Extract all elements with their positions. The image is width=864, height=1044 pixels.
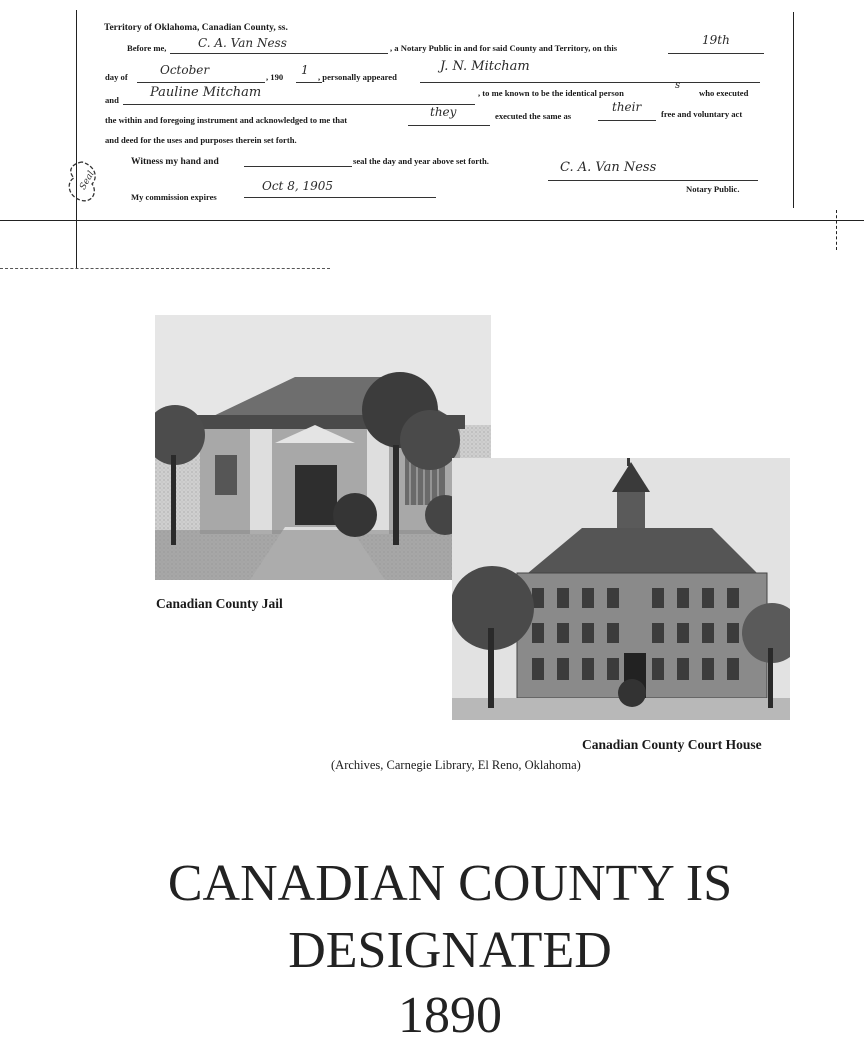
notary-signature: C. A. Van Ness	[560, 160, 657, 175]
before-me-label: Before me,	[127, 43, 167, 53]
seal-word: Seal	[78, 169, 97, 192]
person2-handwritten: Pauline Mitcham	[150, 85, 262, 100]
day-handwritten: 19th	[702, 33, 730, 47]
year-prefix: , 190	[266, 72, 284, 82]
notary-name-rule	[170, 53, 388, 54]
form-tear-line	[0, 268, 330, 269]
personally-appeared-label: , personally appeared	[318, 72, 397, 82]
seal-day-text: seal the day and year above set forth.	[353, 156, 489, 166]
notary-name-handwritten: C. A. Van Ness	[198, 36, 287, 50]
and-label: and	[105, 95, 119, 105]
their-handwritten: their	[612, 100, 642, 114]
commission-rule	[244, 197, 436, 198]
notary-acknowledgment-form	[0, 0, 864, 275]
jail-caption: Canadian County Jail	[156, 596, 283, 611]
heading-line-2: DESIGNATED	[288, 922, 612, 979]
they-rule	[408, 125, 490, 126]
notary-seal-mark	[62, 158, 102, 206]
form-right-edge-mark	[836, 210, 837, 250]
form-bottom-border	[0, 220, 864, 221]
heading-line-1: CANADIAN COUNTY IS	[167, 855, 733, 912]
month-rule	[137, 82, 265, 83]
heading-line-3: 1890	[398, 987, 502, 1044]
year-rule	[296, 82, 322, 83]
known-to-me-text: , to me known to be the identical person	[478, 88, 624, 98]
courthouse-building-illustration	[452, 458, 790, 720]
commission-label: My commission expires	[131, 192, 217, 202]
who-executed-text: who executed	[699, 88, 749, 98]
their-rule	[598, 120, 656, 121]
s-handwritten: s	[675, 80, 681, 91]
notary-public-in-text: , a Notary Public in and for said County and Territory, on this	[390, 43, 618, 53]
courthouse-photo	[452, 458, 790, 720]
notary-public-label: Notary Public.	[686, 184, 740, 194]
jail-building-illustration	[155, 315, 491, 580]
free-voluntary-text: free and voluntary act	[661, 109, 743, 119]
executed-same-text: executed the same as	[495, 111, 572, 121]
commission-expires-handwritten: Oct 8, 1905	[262, 179, 333, 193]
photo-credit: (Archives, Carnegie Library, El Reno, Oklahoma)	[331, 758, 581, 772]
witness-text: Witness my hand and	[131, 157, 219, 167]
witness-rule	[244, 166, 352, 167]
within-foregoing-text: the within and foregoing instrument and acknowledged to me that	[105, 115, 348, 125]
signature-rule	[548, 180, 758, 181]
year-handwritten: 1	[301, 63, 309, 77]
person2-rule	[123, 104, 475, 105]
they-handwritten: they	[430, 105, 457, 119]
deed-line-text: and deed for the uses and purposes therein set forth.	[105, 135, 297, 145]
day-rule	[668, 53, 764, 54]
month-handwritten: October	[160, 63, 210, 77]
form-right-border	[793, 12, 794, 208]
day-of-label: day of	[105, 72, 128, 82]
person1-rule	[420, 82, 760, 83]
courthouse-caption: Canadian County Court House	[582, 737, 762, 752]
form-left-border	[76, 10, 77, 268]
person1-handwritten: J. N. Mitcham	[440, 59, 530, 74]
territory-line: Territory of Oklahoma, Canadian County, ss.	[104, 23, 288, 33]
jail-photo	[155, 315, 491, 580]
